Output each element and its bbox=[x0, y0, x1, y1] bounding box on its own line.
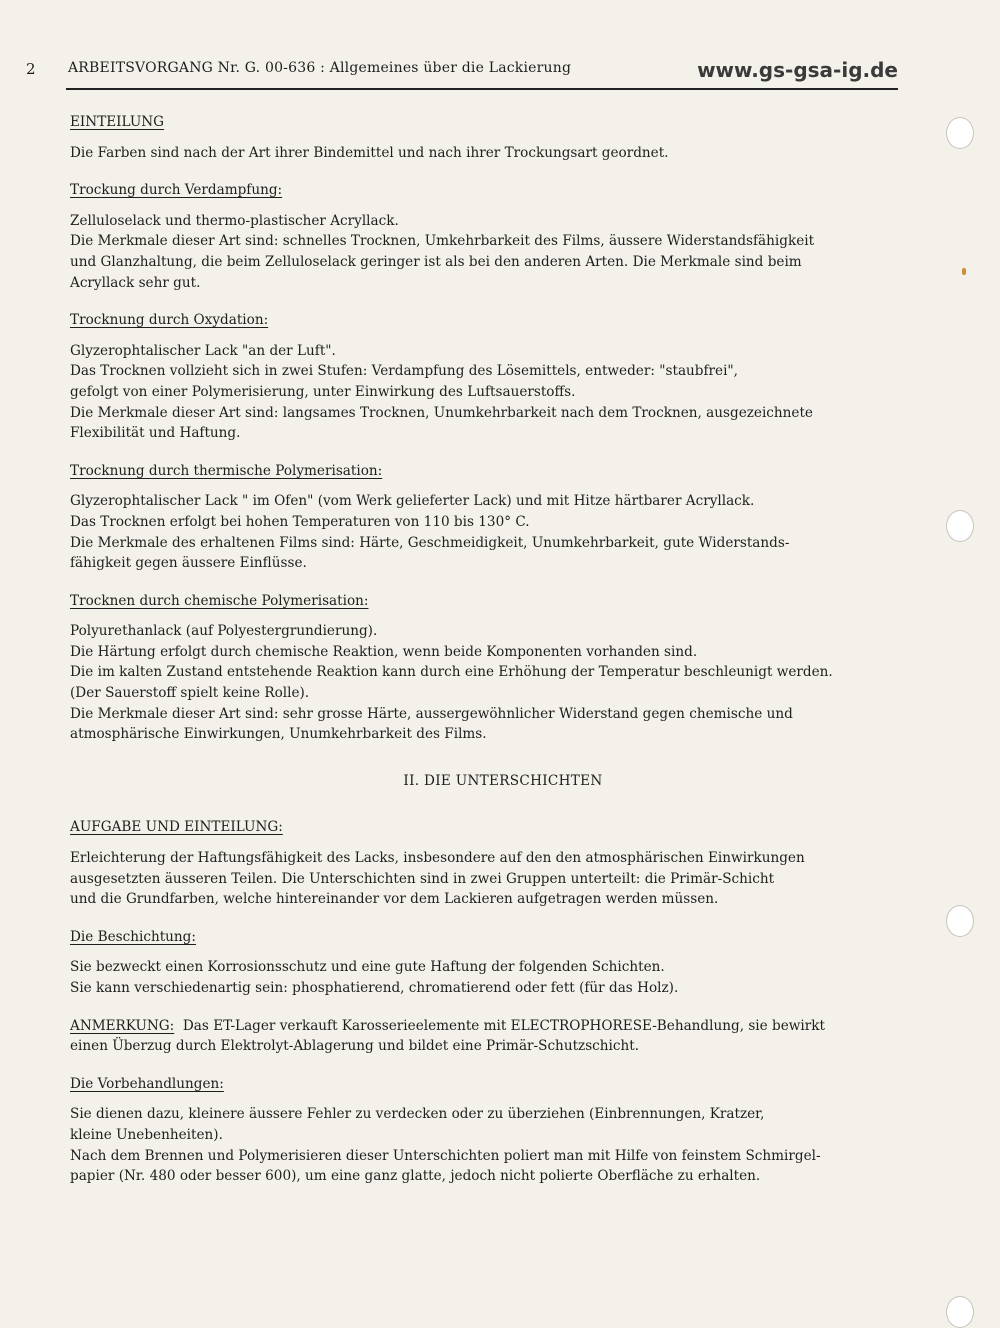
text-line: Das Trocknen vollzieht sich in zwei Stufen: Verdampfung des Lösemittels, entweder: "staubfrei", bbox=[70, 363, 738, 380]
note-text: Das ET-Lager verkauft Karosserieelemente mit ELECTROPHORESE-Behandlung, sie bewirkt bbox=[182, 1017, 825, 1034]
text-line: Nach dem Brennen und Polymerisieren dieser Unterschichten poliert man mit Hilfe von feinstem Schmirgel- bbox=[70, 1147, 821, 1164]
punch-hole-top bbox=[946, 117, 974, 149]
punch-hole-lower bbox=[946, 905, 974, 937]
text-line: Die im kalten Zustand entstehende Reaktion kann durch eine Erhöhung der Temperatur beschleunigt werden. bbox=[70, 664, 833, 681]
text-line: Glyzerophtalischer Lack "an der Luft". bbox=[70, 342, 336, 359]
text-line: kleine Unebenheiten). bbox=[70, 1126, 223, 1143]
text-line: ausgesetzten äusseren Teilen. Die Unterschichten sind in zwei Gruppen unterteilt: die Primär-Schicht bbox=[70, 870, 775, 887]
section-heading: EINTEILUNG bbox=[70, 114, 165, 130]
text-line: Sie bezweckt einen Korrosionsschutz und eine gute Haftung der folgenden Schichten. bbox=[70, 959, 665, 976]
section-thermische-polymerisation bbox=[70, 461, 870, 574]
text-line: Die Merkmale dieser Art sind: sehr grosse Härte, aussergewöhnlicher Widerstand gegen chemische und bbox=[70, 705, 793, 722]
text-line: und die Grundfarben, welche hintereinander vor dem Lackieren aufgetragen werden müssen. bbox=[70, 891, 719, 908]
text-line: Flexibilität und Haftung. bbox=[70, 425, 241, 442]
site-watermark: www.gs-gsa-ig.de bbox=[697, 58, 898, 82]
text-line: Die Farben sind nach der Art ihrer Bindemittel und nach ihrer Trockungsart geordnet. bbox=[70, 144, 669, 161]
text-line: Erleichterung der Haftungsfähigkeit des Lacks, insbesondere auf den den atmosphärischen Einwirkungen bbox=[70, 850, 805, 867]
main-content bbox=[70, 112, 870, 1204]
section-heading: AUFGABE UND EINTEILUNG: bbox=[70, 819, 283, 836]
text-line: gefolgt von einer Polymerisierung, unter Einwirkung des Luftsauerstoffs. bbox=[70, 383, 576, 400]
section-einteilung bbox=[70, 112, 870, 163]
text-line: (Der Sauerstoff spielt keine Rolle). bbox=[70, 685, 310, 702]
paper-speck bbox=[962, 268, 966, 275]
text-line: und Glanzhaltung, die beim Zelluloselack geringer ist als bei den anderen Arten. Die Merkmale sind beim bbox=[70, 253, 802, 270]
section-aufgabe-einteilung bbox=[70, 817, 870, 909]
text-line: Das Trocknen erfolgt bei hohen Temperaturen von 110 bis 130° C. bbox=[70, 513, 530, 530]
text-line: einen Überzug durch Elektrolyt-Ablagerung und bildet eine Primär-Schutzschicht. bbox=[70, 1038, 640, 1055]
section-oxydation bbox=[70, 310, 870, 444]
text-line: Die Merkmale des erhaltenen Films sind: Härte, Geschmeidigkeit, Unumkehrbarkeit, gute Widerstands- bbox=[70, 534, 790, 551]
section-heading: Die Vorbehandlungen: bbox=[70, 1075, 224, 1092]
page-header bbox=[26, 58, 898, 92]
punch-hole-bottom bbox=[946, 1296, 974, 1328]
text-line: papier (Nr. 480 oder besser 600), um eine ganz glatte, jedoch nicht polierte Oberfläche zu erhalten. bbox=[70, 1168, 761, 1185]
text-line: Die Merkmale dieser Art sind: schnelles Trocknen, Umkehrbarkeit des Films, äussere Widerstandsfähigkeit bbox=[70, 233, 815, 250]
section-anmerkung bbox=[70, 1016, 870, 1057]
section-vorbehandlungen bbox=[70, 1074, 870, 1187]
text-line: Zelluloselack und thermo-plastischer Acryllack. bbox=[70, 212, 399, 229]
section-heading: Trocknung durch thermische Polymerisation: bbox=[70, 462, 383, 479]
part-heading: II. DIE UNTERSCHICHTEN bbox=[403, 772, 603, 789]
section-chemische-polymerisation bbox=[70, 591, 870, 745]
text-line: Sie kann verschiedenartig sein: phosphatierend, chromatierend oder fett (für das Holz). bbox=[70, 980, 679, 996]
punch-hole-middle bbox=[946, 510, 974, 542]
note-first-line bbox=[70, 1016, 870, 1037]
document-title: ARBEITSVORGANG Nr. G. 00-636 : Allgemeines über die Lackierung bbox=[68, 60, 572, 76]
text-line: Glyzerophtalischer Lack " im Ofen" (vom Werk gelieferter Lack) und mit Hitze härtbarer Acryllack. bbox=[70, 493, 755, 510]
text-line: Acryllack sehr gut. bbox=[70, 274, 201, 291]
text-line: Sie dienen dazu, kleinere äussere Fehler zu verdecken oder zu überziehen (Einbrennungen, Kratzer, bbox=[70, 1106, 765, 1123]
section-heading: Trocknen durch chemische Polymerisation: bbox=[70, 592, 369, 609]
header-rule bbox=[66, 88, 898, 90]
page-number: 2 bbox=[26, 60, 36, 78]
note-label: ANMERKUNG: bbox=[70, 1017, 175, 1034]
section-heading: Die Beschichtung: bbox=[70, 928, 196, 945]
section-beschichtung bbox=[70, 927, 870, 999]
text-line: Polyurethanlack (auf Polyestergrundierung). bbox=[70, 623, 378, 640]
section-verdampfung bbox=[70, 180, 870, 293]
section-heading: Trocknung durch Oxydation: bbox=[70, 312, 269, 329]
text-line: Die Merkmale dieser Art sind: langsames Trocknen, Unumkehrbarkeit nach dem Trocknen, ausgezeichnete bbox=[70, 404, 813, 421]
text-line: Die Härtung erfolgt durch chemische Reaktion, wenn beide Komponenten vorhanden sind. bbox=[70, 643, 698, 660]
section-heading: Trockung durch Verdampfung: bbox=[70, 182, 283, 199]
text-line: fähigkeit gegen äussere Einflüsse. bbox=[70, 555, 307, 572]
text-line: atmosphärische Einwirkungen, Unumkehrbarkeit des Films. bbox=[70, 726, 487, 743]
